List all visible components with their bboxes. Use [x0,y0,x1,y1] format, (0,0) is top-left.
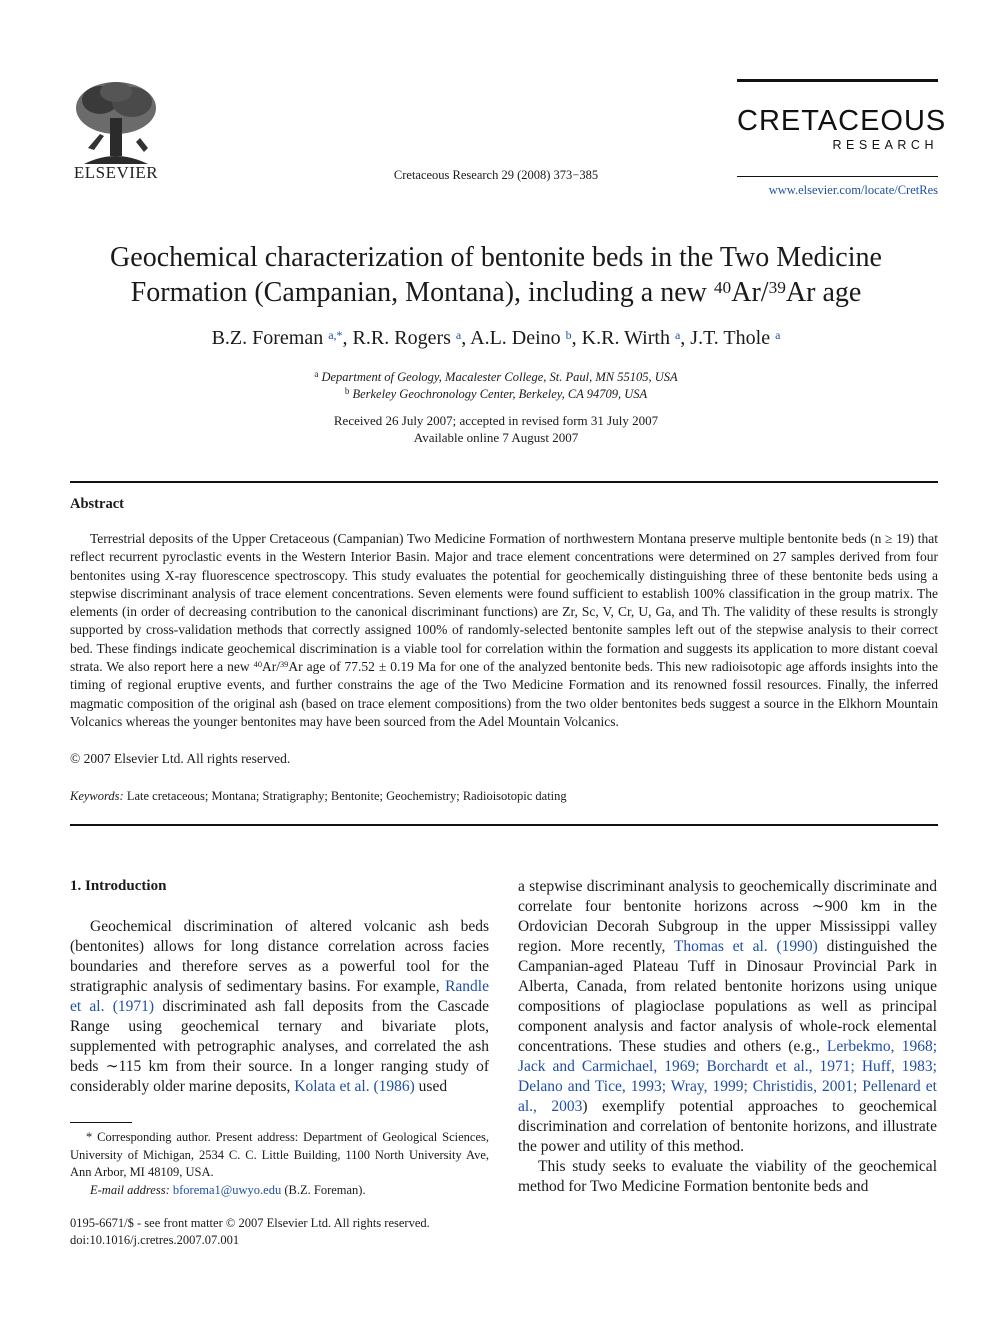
abstract-top-rule [70,481,938,483]
right-column [518,877,937,1197]
abstract-sup: 39 [280,660,289,670]
title-text: Ar/ [731,277,769,308]
title-text: Ar age [785,277,862,308]
email-suffix: (B.Z. Foreman). [284,1182,366,1197]
affiliation-text: Department of Geology, Macalester College, St. Paul, MN 55105, USA [321,370,678,384]
journal-logo-top-rule [737,79,938,82]
journal-logo-subtitle: RESEARCH [832,138,938,152]
issn-line: 0195-6671/$ - see front matter © 2007 Elsevier Ltd. All rights reserved. [70,1216,430,1230]
keywords [70,789,567,804]
intro-paragraph [70,917,489,1097]
footnote-email-line [70,1182,489,1200]
footnote-marker: * [86,1130,93,1144]
author-affiliation-sup[interactable]: a [674,327,681,342]
corresponding-author-footnote [70,1129,489,1199]
section-heading-introduction: 1. Introduction [70,878,167,894]
author-affiliation-sup[interactable]: b [565,327,572,342]
journal-logo-title: CRETACEOUS [737,105,947,137]
author-affiliation-sup[interactable]: a [455,327,462,342]
abstract-bottom-rule [70,824,938,826]
citation-link[interactable]: Kolata et al. (1986) [294,1078,415,1095]
body-text: Geochemical discrimination of altered volcanic ash beds (bentonites) allows for long distance correlation across facies boundaries and therefore serves as a powerful tool for the stratigraphic analysis of sedimentary basins. For example, [70,918,489,995]
title-sup: 39 [768,278,786,298]
body-text: ) exemplify potential approaches to geochemical discrimination and correlation of bentonite horizons, and illustrate the power and utility of this method. [518,1098,938,1155]
author-name[interactable]: B.Z. Foreman [211,327,324,349]
abstract-body [70,530,938,731]
citation-link[interactable]: Randle et al. (1971) [70,978,489,1015]
body-text: a stepwise discriminant analysis to geochemically discriminate and correlate four bentonite horizons across ∼900 km in the Ordovician Decorah Subgroup in the upper Mississippi valley region. More recently, [518,878,937,955]
abstract-sup: 40 [253,660,262,670]
affiliations [0,369,992,403]
publisher-name: ELSEVIER [73,163,159,182]
author-affiliation-sup[interactable]: a [775,327,781,342]
keywords-list: Late cretaceous; Montana; Stratigraphy; Bentonite; Geochemistry; Radioisotopic dating [126,789,567,803]
email-label: E-mail address: [90,1182,170,1197]
body-text: discriminated ash fall deposits from the Cascade Range using geochemical ternary and bivariate plots, supplemented with petrographic analyses, and correlated the ash beds ∼115 km from their source. In a longer ranging study of considerably older marine deposits, [70,998,489,1095]
intro-paragraph [518,877,937,1157]
citation-link[interactable]: Thomas et al. (1990) [673,938,818,955]
title-line-2 [60,275,932,310]
abstract-text: Terrestrial deposits of the Upper Cretaceous (Campanian) Two Medicine Formation of northwestern Montana preserve multiple bentonite beds (n ≥ 19) that reflect recurrent pyroclastic events in the Western Interior Basin. Major and trace element concentrations were determined on 27 samples derived from four bentonites using X-ray fluorescence spectroscopy. This study evaluates the potential for geochemically distinguishing three of these bentonite beds using a stepwise discriminant analysis of trace element concentrations. Seven elements were found sufficient to establish 100% classification in the group matrix. The elements (in order of decreasing contribution to the canonical discriminant functions) are Zr, Sc, V, Cr, U, Ga, and Th. The validity of these results is strongly supported by cross-validation methods that correctly assigned 100% of randomly-selected bentonite samples left out of the stepwise analysis to their correct bed. These findings indicate geochemical discrimination is a viable tool for correlation within the formation and suggests its application to more distant coeval strata. We also report here a new [70,531,938,675]
author-name[interactable]: K.R. Wirth [581,327,670,349]
article-dates [0,412,992,446]
body-text: used [414,1078,448,1095]
abstract-text: Ar/ [262,659,280,675]
citation-link-group[interactable]: Lerbekmo, 1968; Jack and Carmichael, 1969; Borchardt et al., 1971; Huff, 1983; Delano and Tice, 1993; Wray, 1999; Christidis, 2001; Pellenard et al., 2003 [518,1038,937,1115]
author-affiliation-sup[interactable]: a,* [328,327,343,342]
author-name[interactable]: R.R. Rogers [352,327,451,349]
abstract-heading: Abstract [70,496,124,512]
affiliation-a [0,369,992,386]
title-line-1: Geochemical characterization of bentonite beds in the Two Medicine [110,242,882,273]
abstract-paragraph [70,530,938,731]
footnote-body: Corresponding author. Present address: Department of Geological Sciences, University of Michigan, 2534 C. C. Little Building, 1100 North University Ave, Ann Arbor, MI 48109, USA. [70,1130,489,1179]
abstract-text: Ar age of 77.52 ± 0.19 Ma for one of the analyzed bentonite beds. This new radioisotopic age affords insights into the timing of regional eruptive events, and further constrains the age of the Two Medicine Formation and its renowned fossil resources. Finally, the inferred magmatic composition of the original ash (based on trace element compositions) from the two older bentonites beds suggest a source in the Elkhorn Mountain Volcanics whereas the younger bentonites may have been sourced from the Adel Mountain Volcanics. [70,659,938,729]
body-text: distinguished the Campanian-aged Plateau Tuff in Dinosaur Provincial Park in Alberta, Canada, from related bentonite horizons using unique compositions of plagioclase populations as well as principal component analysis and factor analysis of whole-rock elemental concentrations. These studies and others (e.g., [518,938,937,1055]
affiliation-b [0,386,992,403]
footnote-rule [70,1122,132,1123]
abstract-copyright: © 2007 Elsevier Ltd. All rights reserved. [70,751,291,766]
intro-paragraph: This study seeks to evaluate the viability of the geochemical method for Two Medicine Formation bentonite beds and [518,1158,937,1195]
title-text: Formation (Campanian, Montana), including a new [130,277,714,308]
footnote-text [70,1129,489,1182]
affiliation-marker: b [344,385,350,396]
affiliation-marker: a [314,368,319,379]
email-link[interactable]: bforema1@uwyo.edu [172,1182,282,1197]
online-date: Available online 7 August 2007 [413,430,579,445]
author-name[interactable]: A.L. Deino [470,327,561,349]
received-date: Received 26 July 2007; accepted in revised form 31 July 2007 [333,413,659,428]
journal-logo-bottom-rule [737,176,938,177]
journal-citation: Cretaceous Research 29 (2008) 373−385 [393,168,599,182]
journal-url-link[interactable]: www.elsevier.com/locate/CretRes [768,183,938,197]
left-column [70,917,489,1097]
affiliation-text: Berkeley Geochronology Center, Berkeley, CA 94709, USA [352,387,648,401]
author-name[interactable]: J.T. Thole [690,327,771,349]
tree-icon [70,78,162,166]
title-sup: 40 [713,278,732,298]
author-list: B.Z. Foreman $^{a,*}$, R.R. Rogers $^a$, A.L. Deino $^b$, K.R. Wirth $^a$, J.T. Thole $^a$ [211,327,781,349]
paper-title [60,240,932,310]
doi-line: doi:10.1016/j.cretres.2007.07.001 [70,1233,240,1247]
issn-doi [70,1215,430,1249]
keywords-label: Keywords: [70,789,124,803]
